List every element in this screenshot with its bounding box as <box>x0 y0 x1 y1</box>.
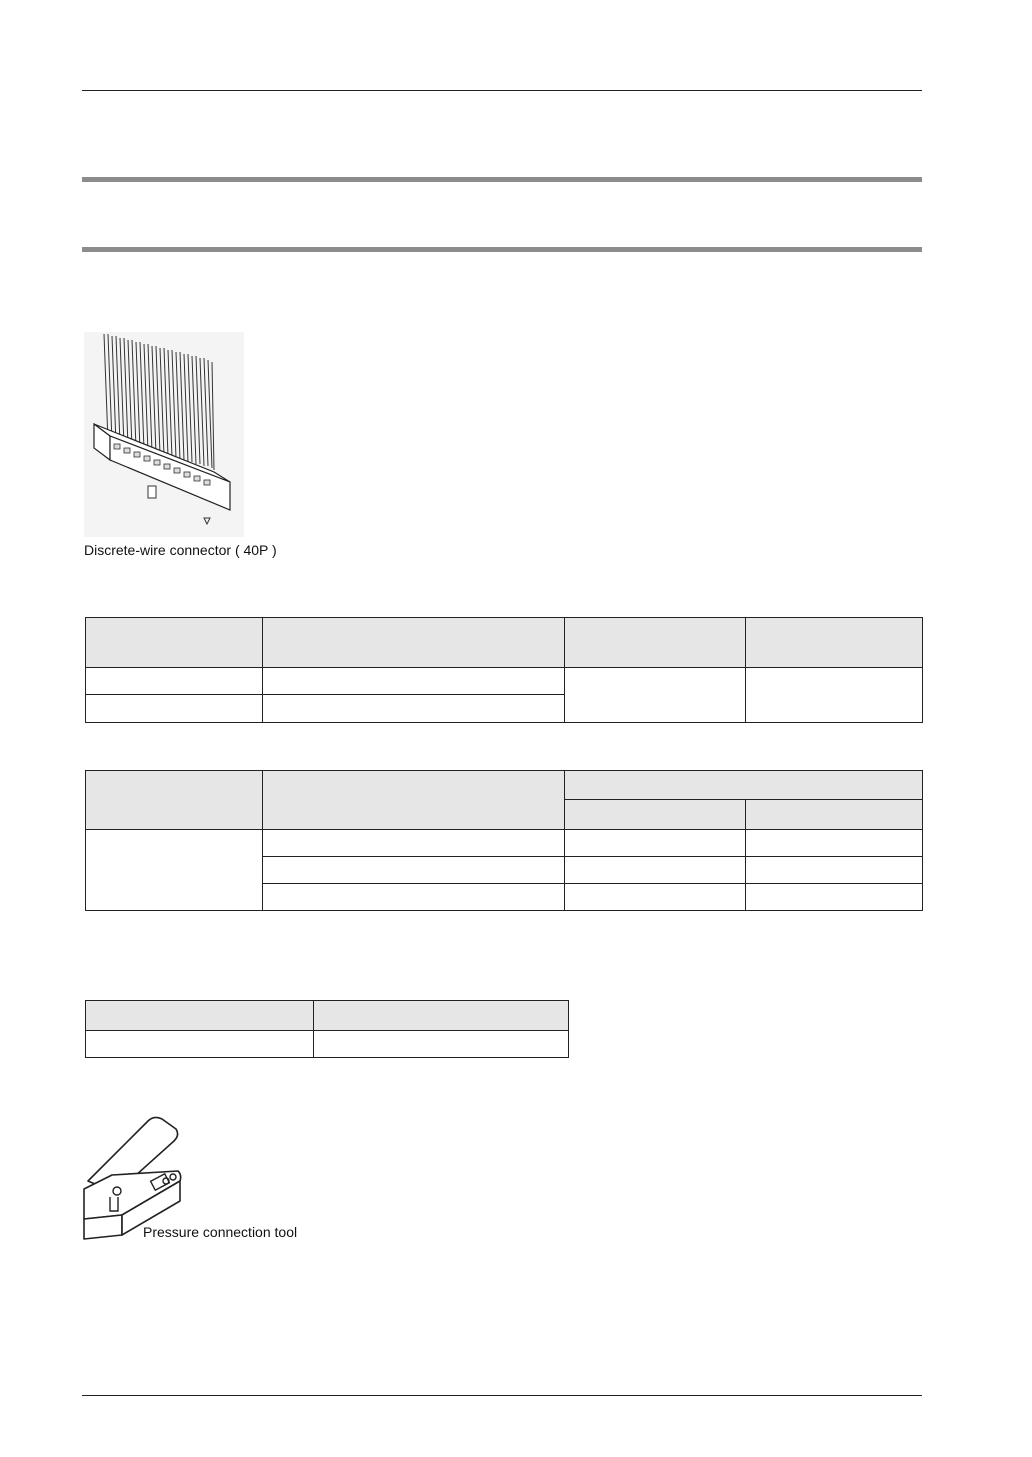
pressure-connection-tool-icon <box>82 1115 202 1241</box>
table-cell <box>565 830 746 857</box>
header-cell <box>565 771 923 800</box>
table-header-row <box>86 1001 569 1031</box>
header-cell <box>746 618 923 668</box>
table-cell <box>565 884 746 911</box>
header-cell <box>86 771 263 830</box>
table-cell <box>86 695 263 723</box>
table-cell <box>86 830 263 911</box>
table-header-row <box>86 618 923 668</box>
header-cell <box>86 618 263 668</box>
connector-spec-table <box>85 617 923 723</box>
table-cell <box>746 668 923 723</box>
table-cell <box>314 1031 569 1058</box>
table-cell <box>86 668 263 695</box>
header-rule <box>82 90 922 91</box>
header-cell <box>314 1001 569 1031</box>
table-row <box>86 1031 569 1058</box>
header-cell <box>565 618 746 668</box>
section-rule-bottom <box>82 247 922 252</box>
table-cell <box>263 830 565 857</box>
header-cell <box>565 800 746 830</box>
table-cell <box>565 668 746 723</box>
table-cell <box>565 857 746 884</box>
discrete-wire-connector-icon <box>84 332 244 537</box>
table-row <box>86 668 923 695</box>
connector-caption: Discrete-wire connector ( 40P ) <box>84 542 277 558</box>
table-cell <box>263 668 565 695</box>
table-row <box>86 830 923 857</box>
tool-spec-table <box>85 1000 569 1058</box>
section-rule-top <box>82 177 922 182</box>
header-cell <box>263 618 565 668</box>
table-cell <box>746 884 923 911</box>
header-cell <box>746 800 923 830</box>
table-cell <box>746 857 923 884</box>
table-cell <box>263 884 565 911</box>
table-cell <box>263 857 565 884</box>
table-cell <box>86 1031 314 1058</box>
header-cell <box>263 771 565 830</box>
wire-spec-table <box>85 770 923 911</box>
table-cell <box>746 830 923 857</box>
footer-rule <box>82 1395 922 1396</box>
table-cell <box>263 695 565 723</box>
header-cell <box>86 1001 314 1031</box>
tool-caption: Pressure connection tool <box>143 1224 298 1240</box>
table-header-row <box>86 771 923 800</box>
